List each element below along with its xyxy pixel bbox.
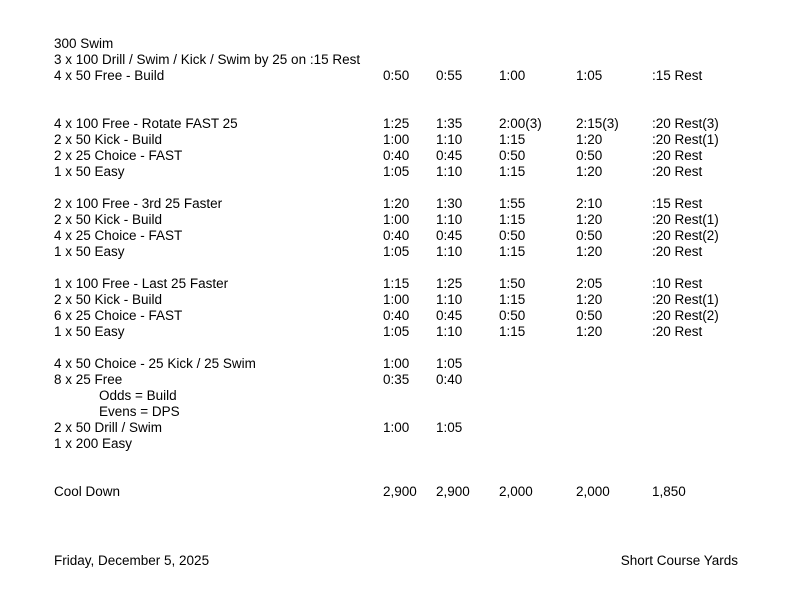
interval-group-2: 1:35 (436, 116, 463, 131)
set-description: 300 Swim (54, 36, 114, 51)
totals-row (0, 484, 792, 500)
interval-group-5: :20 Rest (652, 244, 703, 259)
interval-group-2: 1:05 (436, 356, 463, 371)
interval-group-5: :20 Rest(1) (652, 292, 719, 307)
interval-group-4: 1:20 (576, 164, 603, 179)
set-description: 2 x 50 Kick - Build (54, 292, 163, 307)
set-description: 1 x 50 Easy (54, 164, 125, 179)
interval-group-5: :20 Rest(2) (652, 308, 719, 323)
interval-group-3: 1:50 (499, 276, 526, 291)
workout-row (0, 420, 792, 436)
interval-group-3: 0:50 (499, 148, 526, 163)
interval-group-2: 1:30 (436, 196, 463, 211)
interval-group-5: :20 Rest (652, 164, 703, 179)
interval-group-2: 0:45 (436, 228, 463, 243)
workout-row (0, 36, 792, 52)
interval-group-1: 1:05 (383, 324, 410, 339)
set-description: 2 x 100 Free - 3rd 25 Faster (54, 196, 223, 211)
workout-row (0, 132, 792, 148)
total-group-4: 2,000 (576, 484, 610, 499)
total-group-1: 2,900 (383, 484, 417, 499)
interval-group-2: 0:55 (436, 68, 463, 83)
interval-group-3: 1:55 (499, 196, 526, 211)
interval-group-4: 1:20 (576, 292, 603, 307)
interval-group-4: 0:50 (576, 308, 603, 323)
workout-row (0, 148, 792, 164)
interval-group-1: 0:50 (383, 68, 410, 83)
interval-group-5: :15 Rest (652, 68, 703, 83)
interval-group-3: 2:00(3) (499, 116, 542, 131)
interval-group-5: :10 Rest (652, 276, 703, 291)
set-description: 4 x 50 Free - Build (54, 68, 165, 83)
interval-group-4: 1:20 (576, 324, 603, 339)
interval-group-2: 1:10 (436, 292, 463, 307)
set-description: 4 x 100 Free - Rotate FAST 25 (54, 116, 238, 131)
interval-group-2: 1:10 (436, 164, 463, 179)
interval-group-4: 1:20 (576, 212, 603, 227)
workout-row (0, 116, 792, 132)
interval-group-3: 0:50 (499, 308, 526, 323)
workout-row (0, 372, 792, 388)
interval-group-2: 1:10 (436, 132, 463, 147)
interval-group-3: 1:15 (499, 292, 526, 307)
interval-group-2: 0:40 (436, 372, 463, 387)
set-note: Evens = DPS (99, 404, 180, 419)
interval-group-5: :20 Rest (652, 148, 703, 163)
set-description: 2 x 50 Drill / Swim (54, 420, 163, 435)
workout-row (0, 228, 792, 244)
interval-group-3: 1:15 (499, 244, 526, 259)
interval-group-5: :20 Rest(1) (652, 212, 719, 227)
interval-group-5: :20 Rest(3) (652, 116, 719, 131)
interval-group-2: 1:10 (436, 212, 463, 227)
workout-row (0, 324, 792, 340)
interval-group-1: 1:05 (383, 164, 410, 179)
interval-group-4: 0:50 (576, 148, 603, 163)
interval-group-3: 1:00 (499, 68, 526, 83)
set-note: Odds = Build (99, 388, 177, 403)
total-group-5: 1,850 (652, 484, 686, 499)
interval-group-4: 2:10 (576, 196, 603, 211)
interval-group-4: 2:15(3) (576, 116, 619, 131)
interval-group-2: 1:25 (436, 276, 463, 291)
set-description: 2 x 25 Choice - FAST (54, 148, 183, 163)
workout-row (0, 388, 792, 404)
workout-row (0, 244, 792, 260)
set-description: 1 x 50 Easy (54, 324, 125, 339)
interval-group-5: :20 Rest(2) (652, 228, 719, 243)
workout-row (0, 436, 792, 452)
set-description: 1 x 100 Free - Last 25 Faster (54, 276, 229, 291)
set-description: 4 x 25 Choice - FAST (54, 228, 183, 243)
interval-group-1: 0:35 (383, 372, 410, 387)
interval-group-1: 0:40 (383, 228, 410, 243)
interval-group-5: :20 Rest(1) (652, 132, 719, 147)
set-description: 3 x 100 Drill / Swim / Kick / Swim by 25 on :15 Rest (54, 52, 361, 67)
cool-down-label: Cool Down (54, 484, 121, 499)
workout-row (0, 196, 792, 212)
footer-course: Short Course Yards (620, 553, 738, 568)
interval-group-1: 0:40 (383, 148, 410, 163)
interval-group-2: 0:45 (436, 148, 463, 163)
interval-group-2: 1:10 (436, 324, 463, 339)
total-group-3: 2,000 (499, 484, 533, 499)
interval-group-4: 2:05 (576, 276, 603, 291)
interval-group-1: 1:00 (383, 420, 410, 435)
interval-group-4: 1:20 (576, 244, 603, 259)
workout-row (0, 68, 792, 84)
set-description: 8 x 25 Free (54, 372, 123, 387)
interval-group-3: 0:50 (499, 228, 526, 243)
set-description: 1 x 200 Easy (54, 436, 133, 451)
set-description: 2 x 50 Kick - Build (54, 132, 163, 147)
interval-group-1: 1:00 (383, 212, 410, 227)
set-description: 4 x 50 Choice - 25 Kick / 25 Swim (54, 356, 256, 371)
interval-group-3: 1:15 (499, 212, 526, 227)
set-description: 1 x 50 Easy (54, 244, 125, 259)
interval-group-1: 0:40 (383, 308, 410, 323)
interval-group-1: 1:25 (383, 116, 410, 131)
interval-group-1: 1:00 (383, 356, 410, 371)
total-group-2: 2,900 (436, 484, 470, 499)
interval-group-5: :20 Rest (652, 324, 703, 339)
interval-group-1: 1:15 (383, 276, 410, 291)
footer-date: Friday, December 5, 2025 (54, 553, 210, 568)
workout-row (0, 276, 792, 292)
interval-group-3: 1:15 (499, 324, 526, 339)
interval-group-3: 1:15 (499, 132, 526, 147)
workout-row (0, 308, 792, 324)
interval-group-1: 1:00 (383, 132, 410, 147)
set-description: 6 x 25 Choice - FAST (54, 308, 183, 323)
interval-group-1: 1:05 (383, 244, 410, 259)
workout-row (0, 212, 792, 228)
interval-group-3: 1:15 (499, 164, 526, 179)
set-description: 2 x 50 Kick - Build (54, 212, 163, 227)
workout-row (0, 356, 792, 372)
workout-row (0, 52, 792, 68)
interval-group-4: 1:05 (576, 68, 603, 83)
interval-group-5: :15 Rest (652, 196, 703, 211)
interval-group-2: 1:05 (436, 420, 463, 435)
interval-group-1: 1:20 (383, 196, 410, 211)
interval-group-4: 1:20 (576, 132, 603, 147)
interval-group-4: 0:50 (576, 228, 603, 243)
workout-row (0, 404, 792, 420)
workout-row (0, 164, 792, 180)
workout-row (0, 292, 792, 308)
interval-group-2: 0:45 (436, 308, 463, 323)
interval-group-1: 1:00 (383, 292, 410, 307)
interval-group-2: 1:10 (436, 244, 463, 259)
